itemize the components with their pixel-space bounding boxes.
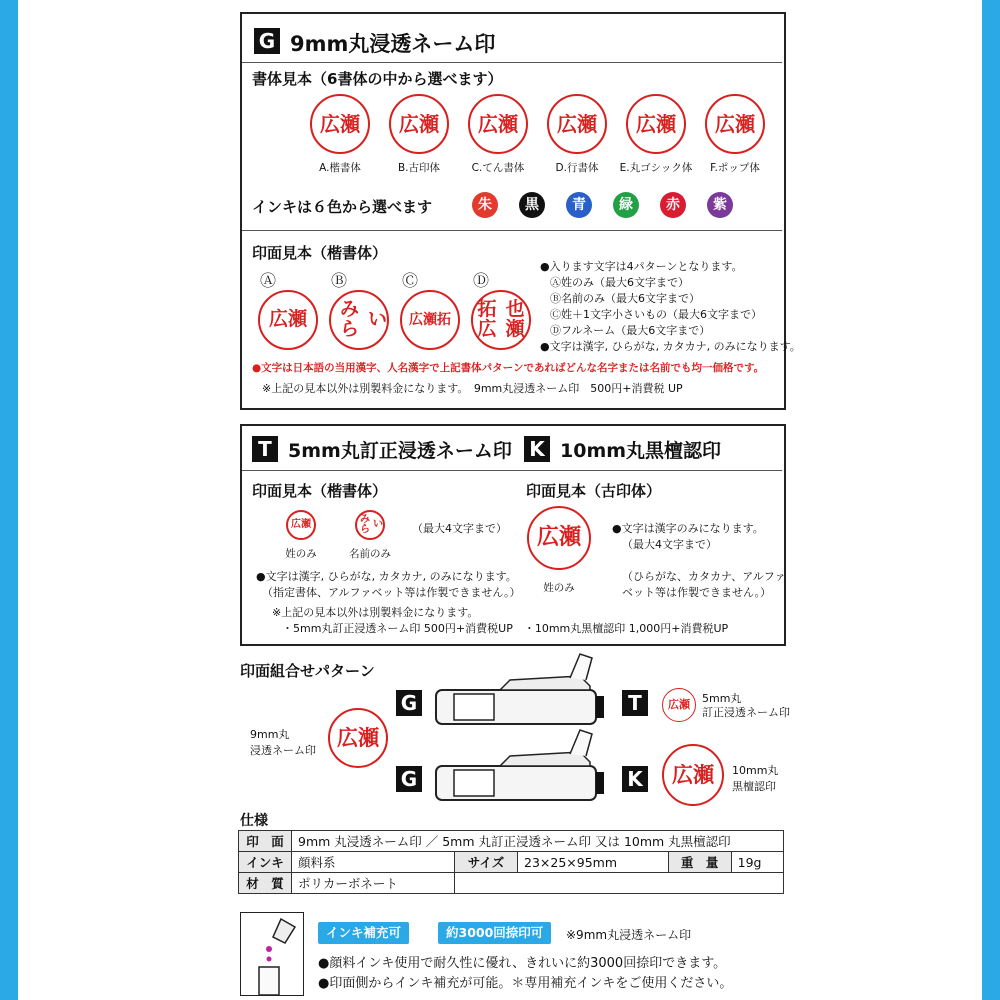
g-note-line: ●文字は漢字, ひらがな, カタカナ, のみになります。 <box>540 340 801 353</box>
combo-row1-seal <box>662 688 696 722</box>
seal-char-2: 瀬 <box>358 724 379 750</box>
t-footnote-2: ・5mm丸訂正浸透ネーム印 500円+消費税UP ・10mm丸黒檀認印 1,000円+消費税UP <box>282 622 729 635</box>
g-sample-seal <box>400 290 460 350</box>
combo-row2-right-badge: K <box>622 766 648 792</box>
g-red-note: ●文字は日本語の当用漢字、人名漢字で上記書体パターンであればどんな名字または名前でも均一価格です。 <box>252 362 765 374</box>
k-sample-label: 姓のみ <box>543 582 575 594</box>
spec-row-surface <box>239 831 784 852</box>
combo-row1-left-badge: G <box>396 690 422 716</box>
g-note-line: Ⓓフルネーム（最大6文字まで） <box>550 324 711 337</box>
pen-illustration-1 <box>430 650 610 730</box>
spec-material-header: 材 質 <box>239 873 292 894</box>
stamp-count-tag: 約3000回捺印可 <box>438 922 551 944</box>
seal-char-1: 広 <box>320 111 340 136</box>
k-badge: K <box>524 436 550 462</box>
g-sample-heading: 印面見本（楷書体） <box>252 244 388 262</box>
sample-mark: Ⓐ <box>260 271 277 290</box>
seal-char-1: 広 <box>337 724 358 750</box>
spec-table <box>238 830 784 894</box>
font-sample-label: B.古印体 <box>397 162 441 174</box>
combo-left-label-1: 9mm丸 <box>250 728 290 741</box>
seal-char-1: 広 <box>557 111 577 136</box>
seal-char-1: みら <box>360 513 370 535</box>
ink-color-chip: 紫 <box>707 192 733 218</box>
spec-heading: 仕様 <box>240 813 268 829</box>
spec-material-value: ポリカーボネート <box>292 873 455 894</box>
k-sample-heading: 印面見本（古印体） <box>526 482 662 500</box>
g-footnote: ※上記の見本以外は別製料金になります。 9mm丸浸透ネーム印 500円+消費税 UP <box>262 382 683 395</box>
font-sample-label: D.行書体 <box>555 162 599 174</box>
seal-char-2: い <box>367 308 387 331</box>
t-note-2: （指定書体、アルファベット等は作製できません。） <box>262 586 521 599</box>
seal-char-2: 瀬 <box>577 111 597 136</box>
spec-surface-value: 9mm 丸浸透ネーム印 ／ 5mm 丸訂正浸透ネーム印 又は 10mm 丸黒檀認印 <box>292 831 784 852</box>
g-font-heading: 書体見本（6書体の中から選べます） <box>252 70 503 88</box>
ink-color-chip: 緑 <box>613 192 639 218</box>
spec-surface-header: 印 面 <box>239 831 292 852</box>
t-footnote-1: ※上記の見本以外は別製料金になります。 <box>272 606 479 619</box>
combo-row2-left-badge: G <box>396 766 422 792</box>
seal-char-3: 拓 <box>437 311 451 328</box>
ink-color-chip: 赤 <box>660 192 686 218</box>
ink-color-chip: 黒 <box>519 192 545 218</box>
ink-refill-tag: インキ補充可 <box>318 922 409 944</box>
bottom-note-2: ●印面側からインキ補充が可能。＊専用補充インキをご使用ください。 <box>318 976 733 991</box>
tag-note: ※9mm丸浸透ネーム印 <box>566 928 692 942</box>
seal-char-1: 広 <box>636 111 656 136</box>
g-note-line: ●入ります文字は4パターンとなります。 <box>540 260 743 273</box>
ink-color-chip: 青 <box>566 192 592 218</box>
seal-char-2: い <box>373 518 383 530</box>
seal-char-1: 広 <box>668 698 679 712</box>
sample-mark: Ⓒ <box>402 271 419 290</box>
k-note-2: （最大4文字まで） <box>622 538 717 551</box>
g-note-line: Ⓐ姓のみ（最大6文字まで） <box>550 276 689 289</box>
combo-row2-label-1: 10mm丸 <box>732 764 779 777</box>
g-title-rule <box>242 62 782 63</box>
g-badge: G <box>254 28 280 54</box>
spec-weight-value: 19g <box>731 852 783 873</box>
seal-char-2: 瀬 <box>679 698 690 712</box>
seal-char-1: 広 <box>399 111 419 136</box>
k-note-4: ベット等は作製できません。） <box>622 586 772 599</box>
t-badge: T <box>252 436 278 462</box>
seal-char-2: 瀬 <box>498 111 518 136</box>
refill-illustration-box <box>240 912 304 996</box>
spec-ink-header: インキ <box>239 852 292 873</box>
font-sample-label: A.楷書体 <box>319 162 361 174</box>
sample-mark: Ⓓ <box>473 271 490 290</box>
combo-left-seal <box>328 708 388 768</box>
k-note-3: （ひらがな、カタカナ、アルファ <box>622 570 786 583</box>
g-sample-seal <box>471 290 531 350</box>
seal-char-1: みら <box>339 298 359 340</box>
font-sample-seal <box>310 94 370 154</box>
font-sample-label: F.ポップ体 <box>710 162 760 174</box>
g-note-line: Ⓑ名前のみ（最大6文字まで） <box>550 292 700 305</box>
font-sample-seal <box>626 94 686 154</box>
seal-char-1: 広 <box>672 761 693 787</box>
spec-weight-header: 重 量 <box>668 852 731 873</box>
seal-char-1: 広 <box>268 308 288 331</box>
seal-char-1: 広 <box>478 111 498 136</box>
t-sample-seal <box>286 510 316 540</box>
seal-char-2: 瀬 <box>419 111 439 136</box>
spec-size-header: サイズ <box>455 852 518 873</box>
k-note-1: ●文字は漢字のみになります。 <box>612 522 764 535</box>
combo-heading: 印面組合せパターン <box>240 662 375 680</box>
combo-left-label-2: 浸透ネーム印 <box>250 744 316 757</box>
ink-color-chip: 朱 <box>472 192 498 218</box>
tk-title-rule <box>242 470 782 471</box>
combo-row1-label-1: 5mm丸 <box>702 692 742 705</box>
seal-char-1: 広 <box>291 518 301 530</box>
g-sample-seal <box>329 290 389 350</box>
bottom-note-1: ●顔料インキ使用で耐久性に優れ、きれいに約3000回捺印できます。 <box>318 956 727 971</box>
seal-char-1: 拓広 <box>477 298 497 340</box>
t-sample-label: 姓のみ <box>285 548 317 560</box>
seal-char-2: 瀬 <box>288 308 308 331</box>
seal-char-2: 瀬 <box>656 111 676 136</box>
spec-row-material <box>239 873 784 894</box>
font-sample-label: C.てん書体 <box>471 162 525 174</box>
t-section-title: 5mm丸訂正浸透ネーム印 <box>288 440 512 462</box>
g-note-line: Ⓒ姓＋1文字小さいもの（最大6文字まで） <box>550 308 762 321</box>
font-sample-seal <box>389 94 449 154</box>
ink-heading: インキは６色から選べます <box>252 198 433 216</box>
seal-char-2: 瀬 <box>301 518 311 530</box>
seal-char-2: 也瀬 <box>505 298 525 340</box>
seal-char-2: 瀬 <box>340 111 360 136</box>
sample-mark: Ⓑ <box>331 271 348 290</box>
seal-char-2: 瀬 <box>693 761 714 787</box>
font-sample-label: E.丸ゴシック体 <box>619 162 693 174</box>
seal-char-2: 瀬 <box>735 111 755 136</box>
t-sample-label: 名前のみ <box>349 548 391 560</box>
g-sample-seal <box>258 290 318 350</box>
seal-char-2: 瀬 <box>559 524 582 551</box>
t-sample-seal <box>355 510 385 540</box>
combo-row1-label-2: 訂正浸透ネーム印 <box>702 706 790 719</box>
seal-char-1: 広 <box>715 111 735 136</box>
combo-row1-right-badge: T <box>622 690 648 716</box>
t-sample-heading: 印面見本（楷書体） <box>252 482 388 500</box>
font-sample-seal <box>705 94 765 154</box>
combo-row2-seal <box>662 744 724 806</box>
pen-illustration-2 <box>430 726 610 806</box>
right-border-strip <box>982 0 1000 1000</box>
combo-row2-label-2: 黒檀認印 <box>732 780 776 793</box>
font-sample-seal <box>547 94 607 154</box>
seal-char-2: 瀬 <box>423 311 437 328</box>
refill-bottle-icon <box>241 913 303 995</box>
spec-size-value: 23×25×95mm <box>518 852 669 873</box>
k-section-title: 10mm丸黒檀認印 <box>560 440 722 462</box>
t-max-note: （最大4文字まで） <box>412 522 507 535</box>
spec-ink-value: 顔料系 <box>292 852 455 873</box>
font-sample-seal <box>468 94 528 154</box>
seal-char-1: 広 <box>409 311 423 328</box>
g-section-title: 9mm丸浸透ネーム印 <box>290 32 496 56</box>
t-note-1: ●文字は漢字, ひらがな, カタカナ, のみになります。 <box>256 570 517 583</box>
k-sample-seal <box>527 506 591 570</box>
seal-char-1: 広 <box>536 524 559 551</box>
left-border-strip <box>0 0 18 1000</box>
g-mid-rule <box>242 230 782 231</box>
spec-row-ink <box>239 852 784 873</box>
spec-material-blank <box>455 873 784 894</box>
